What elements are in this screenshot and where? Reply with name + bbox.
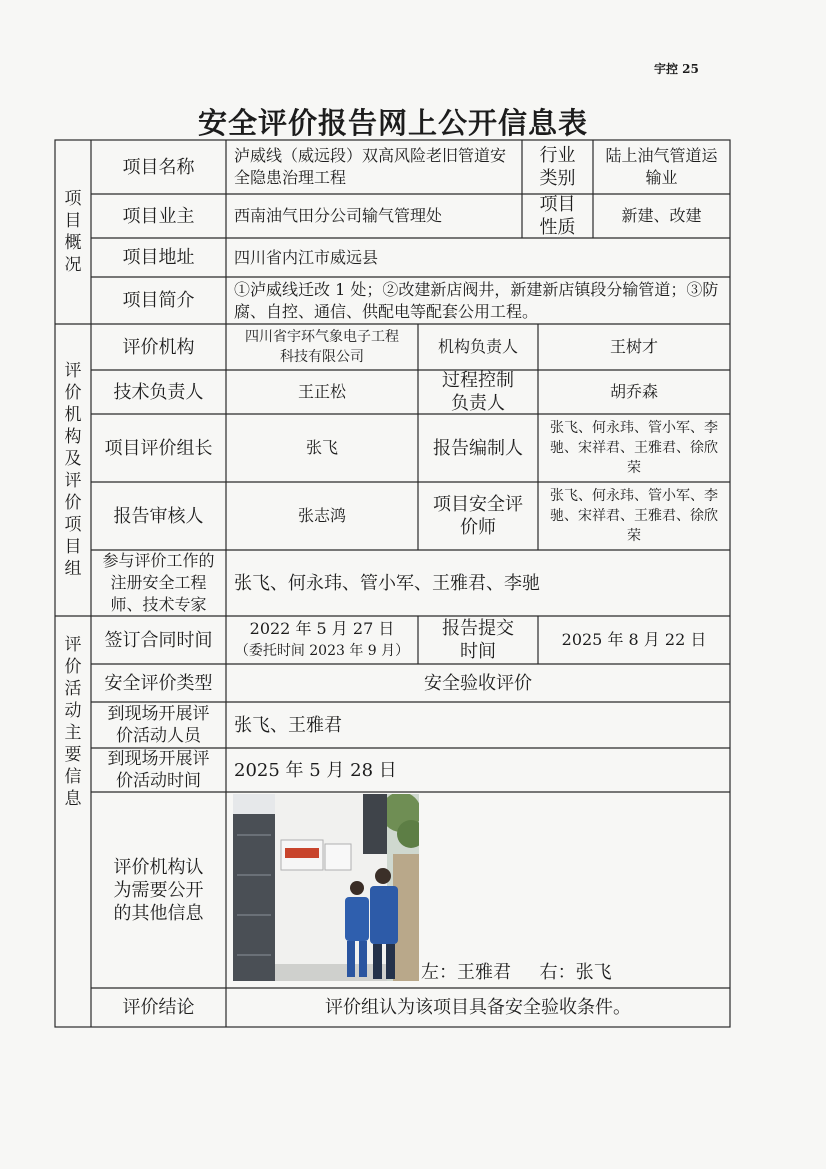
tech-lead-label: 技术负责人 [113, 381, 204, 403]
project-owner-label: 项目业主 [122, 205, 195, 227]
project-nature-value: 新建、改建 [621, 206, 702, 225]
submit-date-value: 2025 年 8 月 22 日 [561, 630, 707, 649]
participants-label: 参与评价工作的注册安全工程师、技术专家 [102, 551, 215, 614]
safety-assessor-value: 张飞、何永玮、管小军、李驰、宋祥君、王雅君、徐欣荣 [550, 488, 718, 544]
assessment-type-value: 安全验收评价 [424, 672, 532, 694]
industry-value: 陆上油气管道运输业 [605, 146, 718, 187]
section-overview-label: 项 目 概 况 [64, 189, 82, 275]
conclusion-value: 评价组认为该项目具备安全验收条件。 [325, 997, 631, 1018]
submit-date-label: 报告提交时间 [442, 618, 514, 662]
project-address-value: 四川省内江市威远县 [234, 247, 379, 267]
project-nature-label: 项目性质 [539, 194, 576, 238]
project-intro-label: 项目简介 [122, 290, 195, 311]
org-value: 四川省宇环气象电子工程科技有限公司 [245, 329, 399, 365]
org-head-value: 王树才 [609, 337, 658, 356]
site-time-value: 2025 年 5 月 28 日 [234, 759, 397, 781]
team-leader-label: 项目评价组长 [104, 437, 213, 459]
tech-lead-value: 王正松 [297, 382, 346, 401]
other-info-label: 评价机构认为需要公开的其他信息 [113, 856, 204, 924]
reviewer-label: 报告审核人 [113, 505, 204, 527]
photo-caption: 左：王雅君 右：张飞 [421, 962, 612, 983]
process-lead-value: 胡乔森 [609, 382, 658, 401]
process-lead-label: 过程控制负责人 [442, 370, 514, 414]
org-head-label: 机构负责人 [437, 337, 518, 356]
reviewer-value: 张志鸿 [297, 506, 346, 525]
section-activity-label: 评 价 活 动 主 要 信 息 [64, 634, 82, 809]
assessment-type-label: 安全评价类型 [104, 672, 213, 694]
page-title: 安全评价报告网上公开信息表 [197, 106, 588, 140]
site-staff-value: 张飞、王雅君 [234, 714, 342, 736]
project-name-value: 泸威线（威远段）双高风险老旧管道安全隐患治理工程 [234, 146, 507, 187]
contract-date-note: （委托时间 2023 年 9 月） [234, 643, 410, 659]
report-writer-value: 张飞、何永玮、管小军、李驰、宋祥君、王雅君、徐欣荣 [550, 420, 718, 476]
participants-value: 张飞、何永玮、管小军、王雅君、李驰 [234, 572, 540, 594]
document-code: 宇控 25 [654, 62, 699, 76]
project-name-label: 项目名称 [122, 156, 195, 178]
project-owner-value: 西南油气田分公司输气管理处 [234, 206, 443, 225]
site-staff-label: 到现场开展评价活动人员 [107, 704, 210, 746]
site-photo [233, 794, 419, 981]
section-team-label: 评 价 机 构 及 评 价 项 目 组 [64, 361, 82, 579]
site-time-label: 到现场开展评价活动时间 [107, 749, 210, 791]
conclusion-label: 评价结论 [122, 997, 195, 1018]
project-intro-value: ①泸威线迁改 1 处；②改建新店阀井，新建新店镇段分输管道；③防腐、自控、通信、供配电等配套公用工程。 [234, 279, 719, 321]
org-label: 评价机构 [122, 336, 195, 358]
contract-date-value: 2022 年 5 月 27 日 [249, 619, 395, 638]
contract-date-cell [226, 616, 418, 664]
project-address-label: 项目地址 [122, 247, 195, 268]
safety-assessor-label: 项目安全评价师 [433, 494, 523, 538]
site-photo-image [233, 794, 419, 981]
industry-label: 行业类别 [539, 145, 576, 189]
report-writer-label: 报告编制人 [433, 437, 523, 459]
contract-date-label: 签订合同时间 [104, 629, 213, 651]
team-leader-value: 张飞 [305, 438, 338, 457]
